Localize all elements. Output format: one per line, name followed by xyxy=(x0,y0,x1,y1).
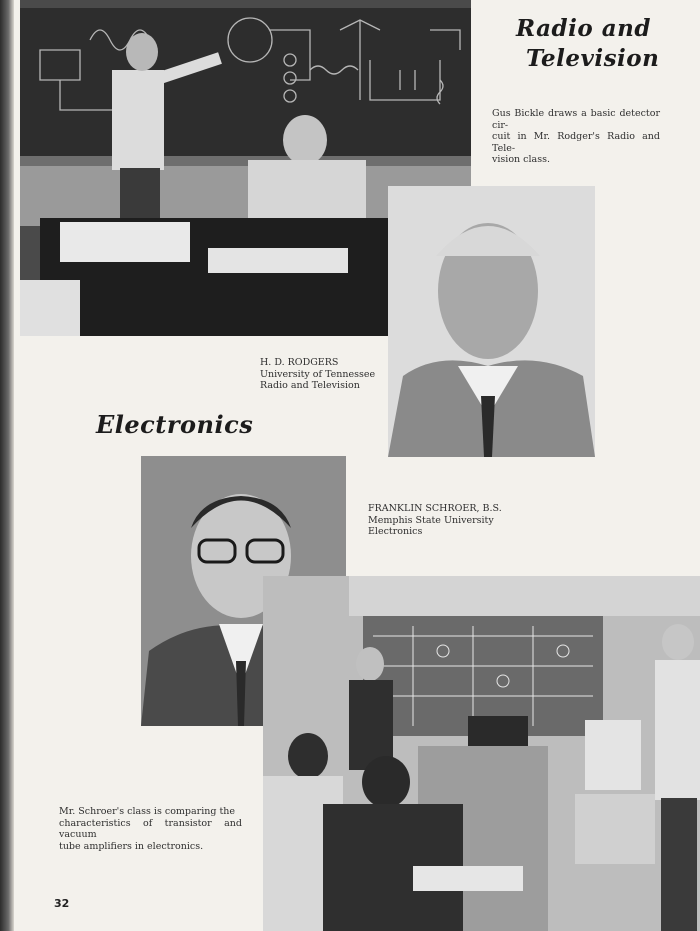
faculty-name: H. D. RODGERS xyxy=(260,357,339,368)
class-caption-line: characteristics of transistor and vacuum xyxy=(59,817,242,840)
faculty-name: FRANKLIN SCHROER, B.S. xyxy=(368,503,502,514)
class-compare-caption xyxy=(59,806,242,852)
detector-caption-line: cuit in Mr. Rodger's Radio and Tele- xyxy=(492,131,660,154)
detector-caption-line: vision class. xyxy=(492,154,550,165)
class-caption-line: tube amplifiers in electronics. xyxy=(59,840,204,852)
rodgers-caption xyxy=(260,357,390,392)
radio-tv-section-title xyxy=(516,14,659,74)
electronics-lab-photo xyxy=(263,576,700,931)
faculty-subject: Electronics xyxy=(368,526,423,537)
class-caption-line: Mr. Schroer's class is comparing the xyxy=(59,806,236,817)
schroer-caption xyxy=(368,503,548,538)
detector-caption-line: Gus Bickle draws a basic detector cir- xyxy=(492,108,660,131)
page-number: 32 xyxy=(54,897,70,910)
radio-title-line-2: Television xyxy=(526,45,660,72)
radio-title-line-1: Radio and xyxy=(516,15,651,42)
faculty-subject: Radio and Television xyxy=(260,380,360,391)
electronics-section-title: Electronics xyxy=(96,410,254,439)
detector-caption xyxy=(492,108,660,166)
faculty-school: University of Tennessee xyxy=(260,368,376,380)
faculty-school: Memphis State University xyxy=(368,514,494,526)
rodgers-portrait-photo xyxy=(388,186,595,457)
page-binding-edge xyxy=(0,0,14,931)
